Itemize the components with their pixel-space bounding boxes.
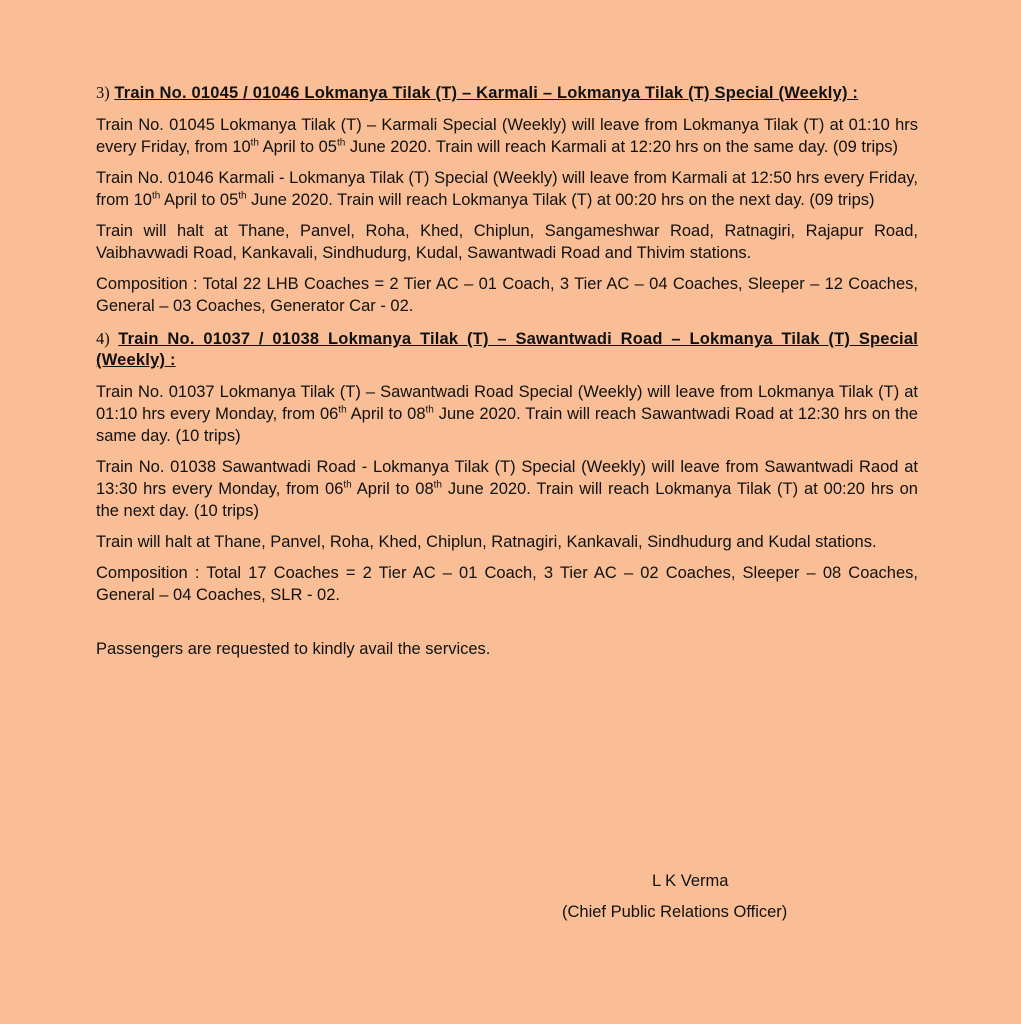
text-run: June 2020. Train will reach Lokmanya Tilak (T) at 00:20 hrs on the next day. (10 trips) (96, 480, 918, 520)
text-run: April to 05 (259, 138, 337, 156)
text-run: June 2020. Train will reach Lokmanya Tilak (T) at 00:20 hrs on the next day. (09 trips) (246, 191, 875, 209)
section-title: Train No. 01045 / 01046 Lokmanya Tilak (T) – Karmali – Lokmanya Tilak (T) Special (Weekly) : (114, 84, 859, 102)
text-run: Train No. 01046 Karmali - Lokmanya Tilak (T) Special (Weekly) will leave from Karmali at 12:50 hrs every Friday, from 10 (96, 169, 918, 209)
text-run: Train No. 01038 Sawantwadi Road - Lokmanya Tilak (T) Special (Weekly) will leave from Sawantwadi Raod at 13:30 hrs every Monday, from 06 (96, 458, 918, 498)
ordinal-suffix: th (343, 479, 352, 491)
text-run: June 2020. Train will reach Karmali at 12:20 hrs on the same day. (09 trips) (345, 138, 899, 156)
text-run: April to 08 (346, 405, 426, 423)
section-number: 3) (96, 83, 110, 102)
document-body (96, 82, 918, 677)
ordinal-suffix: th (338, 404, 347, 416)
section-number: 4) (96, 329, 110, 348)
text-run: June 2020. Train will reach Sawantwadi Road at 12:30 hrs on the same day. (10 trips) (96, 405, 918, 445)
composition-paragraph: Composition : Total 17 Coaches = 2 Tier AC – 01 Coach, 3 Tier AC – 02 Coaches, Sleeper – 08 Coaches, General – 04 Coaches, SLR - 02. (96, 564, 918, 604)
section-title: Train No. 01037 / 01038 Lokmanya Tilak (T) – Sawantwadi Road – Lokmanya Tilak (T) Special (Weekly) : (96, 330, 918, 369)
ordinal-suffix: th (336, 137, 346, 149)
ordinal-suffix: th (433, 479, 442, 491)
composition-paragraph: Composition : Total 22 LHB Coaches = 2 Tier AC – 01 Coach, 3 Tier AC – 04 Coaches, Sleeper – 12 Coaches, General – 03 Coaches, Generator Car - 02. (96, 275, 918, 315)
return-paragraph (96, 456, 918, 522)
closing-note: Passengers are requested to kindly avail the services. (96, 640, 491, 658)
section-heading (96, 328, 918, 371)
text-run: Train No. 01037 Lokmanya Tilak (T) – Sawantwadi Road Special (Weekly) will leave from Lokmanya Tilak (T) at 01:10 hrs every Monday, from 06 (96, 383, 918, 423)
text-run: April to 05 (160, 191, 239, 209)
departure-paragraph (96, 381, 918, 447)
text-run: April to 08 (351, 480, 434, 498)
ordinal-suffix: th (425, 404, 434, 416)
halts-paragraph: Train will halt at Thane, Panvel, Roha, Khed, Chiplun, Sangameshwar Road, Ratnagiri, Rajapur Road, Vaibhavwadi Road, Kankavali, Sindhudurg, Kudal, Sawantwadi Road and Thivim stations. (96, 222, 918, 262)
ordinal-suffix: th (238, 190, 247, 202)
halts-paragraph: Train will halt at Thane, Panvel, Roha, Khed, Chiplun, Ratnagiri, Kankavali, Sindhudurg and Kudal stations. (96, 533, 877, 551)
train-section-4 (96, 328, 918, 606)
ordinal-suffix: th (151, 190, 161, 202)
ordinal-suffix: th (250, 137, 259, 149)
signatory-title: (Chief Public Relations Officer) (562, 903, 788, 921)
return-paragraph (96, 167, 918, 211)
text-run: Train No. 01045 Lokmanya Tilak (T) – Karmali Special (Weekly) will leave from Lokmanya Tilak (T) at 01:10 hrs every Friday, from 10 (96, 116, 918, 156)
train-section-3 (96, 82, 918, 317)
signatory-name: L K Verma (652, 872, 729, 890)
section-heading (96, 82, 918, 104)
departure-paragraph (96, 114, 918, 158)
